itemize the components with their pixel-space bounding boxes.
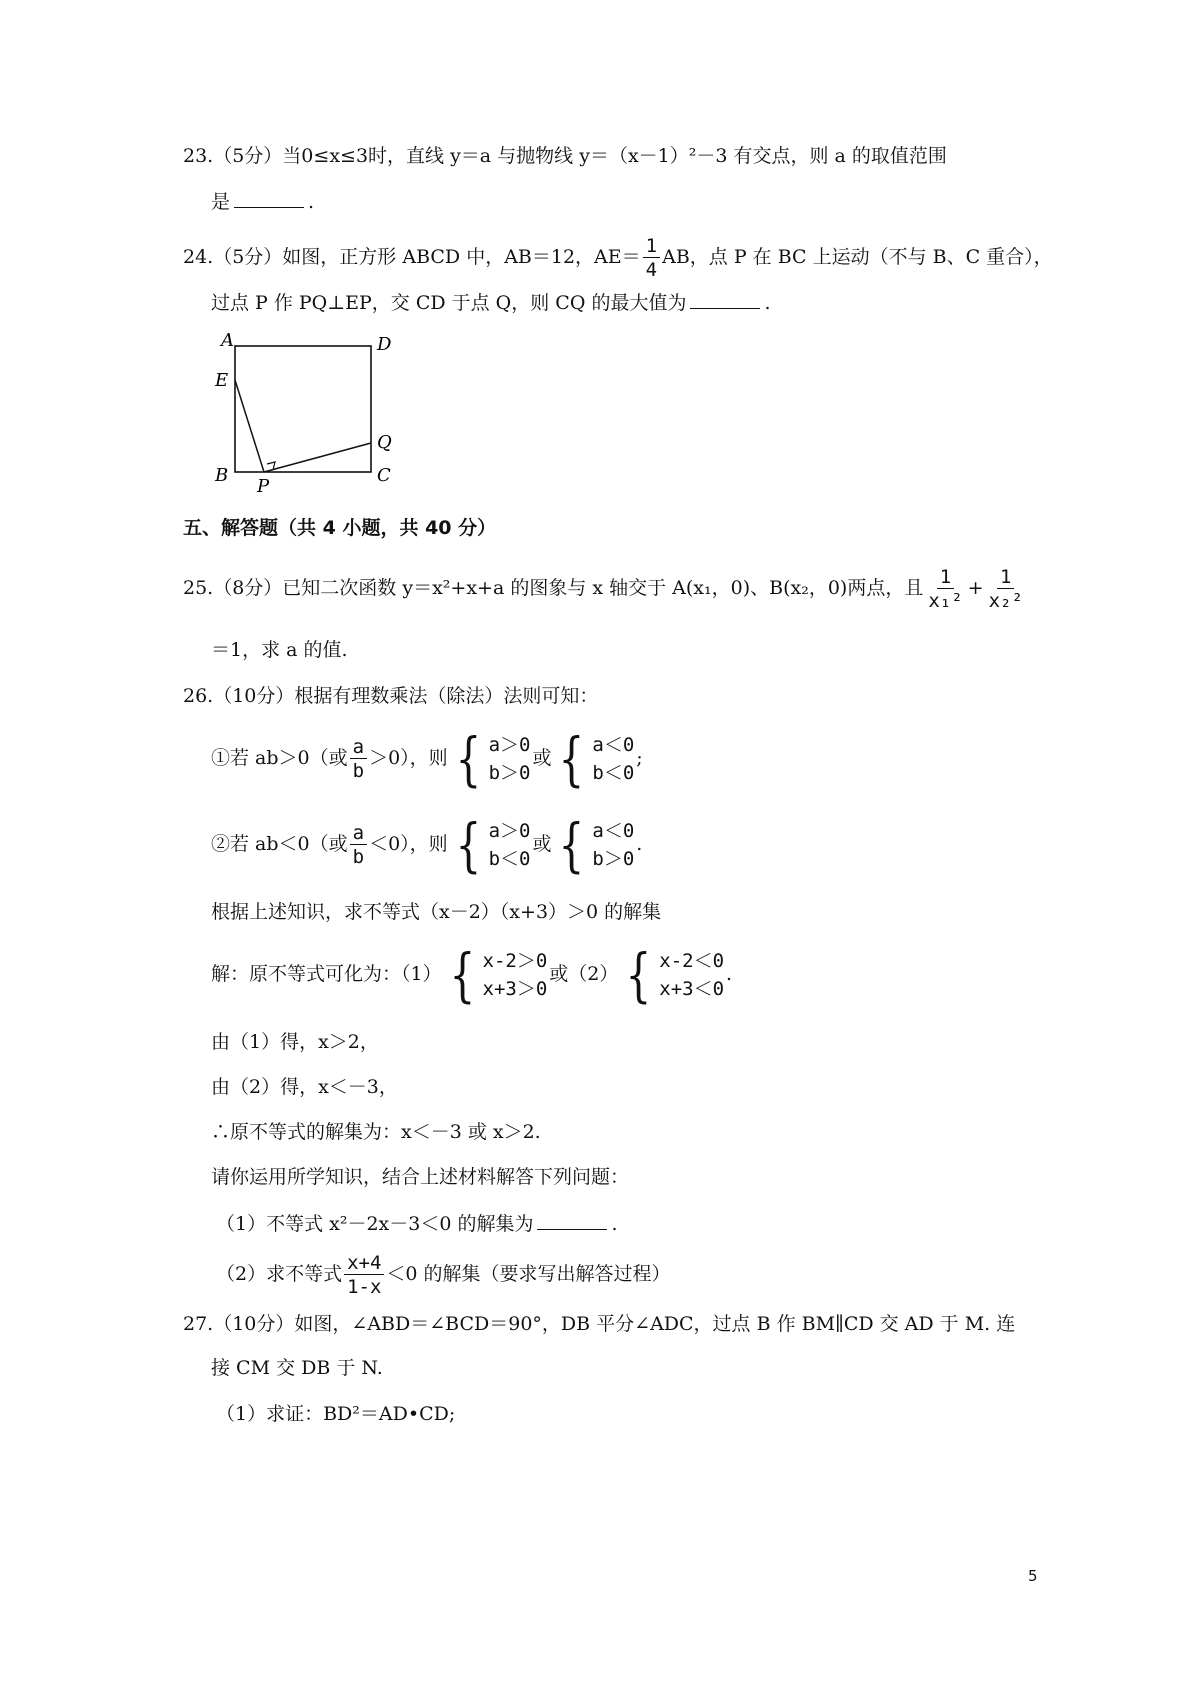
q23-line1: 23.（5分）当0≤x≤3时，直线 y＝a 与抛物线 y＝（x－1）²－3 有交点，则 a 的取值范围 (183, 145, 947, 167)
label-b: B (215, 465, 229, 486)
fraction-1-over-x1sq: $\frac{1}{\text{x₁²}}$ (928, 565, 963, 612)
q27-line2: 接 CM 交 DB 于 N. (211, 1357, 383, 1379)
square-abcd-figure (205, 330, 405, 495)
answer-blank (690, 290, 760, 309)
fraction-a-over-b: $\frac{a}{b}$ (350, 822, 367, 869)
label-c: C (377, 465, 391, 486)
fraction-one-quarter: $\frac{1}{4}$ (643, 235, 660, 282)
q24-line2: 过点 P 作 PQ⊥EP，交 CD 于点 Q，则 CQ 的最大值为 . (211, 292, 771, 314)
solution-system-1: { x-2＞0 x+3＞0 (449, 941, 548, 1009)
answer-blank (537, 1211, 607, 1230)
label-e: E (215, 370, 229, 391)
q26-rule1: ①若 ab＞0（或 $\frac{a}{b}$ ＞0），则 { a＞0 b＞0 或 { a＜0 b＜0 ; (211, 725, 643, 793)
fraction-1-over-x2sq: $\frac{1}{\text{x₂²}}$ (988, 565, 1023, 612)
system-2b: { a＜0 b＞0 (559, 811, 635, 879)
label-a: A (221, 330, 234, 351)
q26-step3: ∴原不等式的解集为：x＜－3 或 x＞2. (211, 1121, 541, 1143)
section-heading: 五、解答题（共 4 小题，共 40 分） (183, 517, 497, 539)
q26-rule2: ②若 ab＜0（或 $\frac{a}{b}$ ＜0），则 { a＞0 b＜0 或 { a＜0 b＞0 . (211, 811, 643, 879)
label-d: D (377, 334, 392, 355)
q26-sub2: （2）求不等式 $\frac{x+4}{1-x}$ ＜0 的解集（要求写出解答过程） (216, 1251, 671, 1298)
system-2a: { a＞0 b＜0 (455, 811, 531, 879)
page-number: 5 (1028, 1567, 1038, 1585)
q26-solution: 解：原不等式可化为：（1） { x-2＞0 x+3＞0 或（2） { x-2＜0 x+3＜0 . (211, 941, 733, 1009)
q27-sub1: （1）求证：BD²＝AD•CD; (216, 1403, 456, 1425)
q25-line2: ＝1，求 a 的值. (211, 639, 348, 661)
q26-intro: 26.（10分）根据有理数乘法（除法）法则可知： (183, 685, 599, 707)
q23-line2: 是 . (211, 191, 315, 213)
q26-sub1: （1）不等式 x²－2x－3＜0 的解集为 . (216, 1213, 618, 1235)
system-1a: { a＞0 b＞0 (455, 725, 531, 793)
q24-line1: 24.（5分）如图，正方形 ABCD 中，AB＝12，AE＝ $\frac{1}{4}$ AB，点 P 在 BC 上运动（不与 B、C 重合）， (183, 234, 1053, 281)
fraction-x4-over-1x: $\frac{x+4}{1-x}$ (344, 1252, 384, 1299)
segment-pq (264, 443, 371, 472)
solution-system-2: { x-2＜0 x+3＜0 (625, 941, 725, 1009)
q26-step2: 由（2）得，x＜－3， (211, 1076, 398, 1098)
q26-ask: 请你运用所学知识，结合上述材料解答下列问题： (211, 1166, 630, 1188)
fraction-a-over-b: $\frac{a}{b}$ (350, 736, 367, 783)
right-angle-mark (267, 462, 275, 470)
q25-line1: 25.（8分）已知二次函数 y＝x²+x+a 的图象与 x 轴交于 A(x₁，0)、B(x₂，0)两点，且 $\frac{1}{\text{x₁²}}$ + $\frac{1}{\text{x₂²}}$ (183, 560, 1200, 616)
q27-line1: 27.（10分）如图，∠ABD＝∠BCD＝90°，DB 平分∠ADC，过点 B 作 BM∥CD 交 AD 于 M. 连 (183, 1313, 1016, 1335)
answer-blank (234, 189, 304, 208)
q26-step1: 由（1）得，x＞2， (211, 1031, 379, 1053)
system-1b: { a＜0 b＜0 (559, 725, 635, 793)
label-p: P (257, 476, 270, 495)
label-q: Q (377, 432, 392, 453)
segment-ep (235, 380, 264, 472)
q26-task: 根据上述知识，求不等式（x－2）（x+3）＞0 的解集 (211, 901, 662, 923)
square-outline (235, 346, 371, 472)
